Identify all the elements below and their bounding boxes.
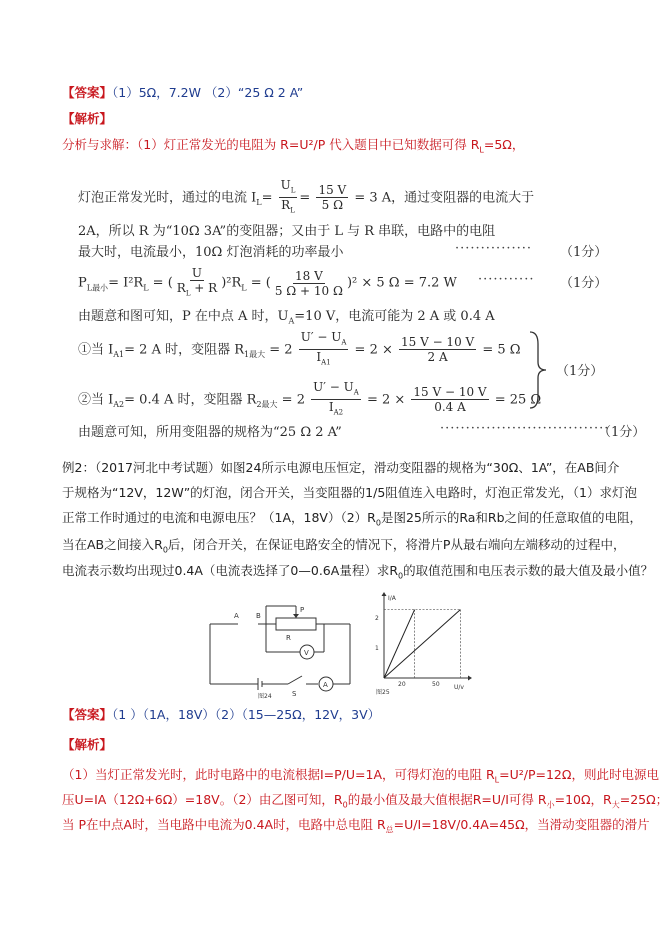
dots-2: ··········· (478, 272, 535, 287)
analysis-label-1: 【解析】 (62, 111, 113, 126)
c1-num-sub: A (341, 338, 347, 347)
ex5a: 电流表示数均出现过0.4A（电流表选择了0—0.6A量程）求R (62, 563, 398, 578)
fraction-case1b (399, 335, 476, 364)
voltmeter-icon: V (304, 649, 309, 657)
c2-num: U′ − U (313, 380, 354, 394)
p-sub: L最小 (86, 283, 109, 293)
analysis-sub: L (479, 145, 484, 155)
figure24-caption: 图24 (258, 693, 272, 700)
an2d: =25Ω； (619, 792, 668, 807)
c2-den-sub: A2 (333, 408, 344, 417)
answer-line-1 (62, 85, 303, 101)
an2b: 的最小值及最大值根据R=U/I可得 R (347, 792, 547, 807)
sol4-sub2: L (143, 283, 149, 293)
an3b: =U/I=18V/0.4A=45Ω，当滑动变阻器的滑片 (393, 817, 650, 832)
sol4c: = ( (148, 275, 173, 291)
sol4b: = I²R (108, 275, 144, 291)
solution-line-1: 灯泡正常发光时，通过的电流 $I_L=$ $\frac{U_L}{R_L}$ = $\frac{15 V}{5 \Omega}$ = 3 A，通过变阻器的电流大于 (78, 178, 534, 218)
analysis-text-1 (62, 137, 524, 159)
solution-line-2: 2A，所以 R 为“10Ω 3A”的变阻器；又由于 L 与 R 串联，电路中的电阻 (78, 224, 496, 239)
x-tick-50: 50 (432, 681, 440, 688)
label-b: B (256, 612, 261, 620)
ex5b: 的取值范围和电压表示数的最大值及最小值？ (403, 563, 654, 578)
ex3b: 是图25所示的Ra和Rb之间的任意取值的电阻， (380, 510, 643, 525)
frac-num: U (280, 178, 291, 192)
c2d: = 2 × (362, 392, 406, 408)
c1-num: U′ − U (300, 330, 342, 344)
c1-den2: 2 A (427, 350, 448, 365)
sol4-sub3: L (241, 283, 247, 293)
sol1-eq: = (261, 190, 273, 206)
an1a: （1）当灯正常发光时，此时电路中的电流根据I=P/U=1A，可得灯泡的电阻 R (62, 767, 495, 782)
frac-den: R (281, 198, 291, 213)
an2c: =10Ω，R (554, 792, 612, 807)
ex4b: 后，闭合开关，在保证电路安全的情况下，将滑片P从最右端向左端移动的过程中， (167, 537, 626, 552)
case-2 (78, 380, 541, 420)
frac3-num: U (191, 266, 203, 280)
example-line-3 (62, 510, 642, 532)
sol4d: )²R (221, 275, 242, 291)
solution-line-4 (78, 266, 457, 300)
c1-den-sub: A1 (321, 358, 331, 367)
frac4-num: 18 V (295, 268, 323, 283)
c2-den: I (328, 400, 334, 415)
frac3-den-sub: L (185, 289, 191, 298)
c2-den2: 0.4 A (434, 400, 466, 415)
c2c: = 2 (277, 392, 305, 408)
analysis2-line-2 (62, 792, 668, 814)
ammeter-icon: A (323, 681, 328, 689)
score-1: （1分） (560, 245, 608, 260)
graph-figure25 (372, 590, 472, 698)
ex3-sub: 0 (375, 518, 381, 528)
ex4a: 当在AB之间接入R (62, 537, 163, 552)
y-tick-2: 2 (375, 615, 379, 622)
score-2: （1分） (560, 276, 608, 291)
frac-den-sub: L (290, 206, 295, 215)
label-a: A (234, 612, 239, 620)
x-tick-20: 20 (398, 681, 406, 688)
c1c: = 2 (265, 342, 293, 358)
an3a: 当 P在中点A时，当电路中电流为0.4A时，电路中总电阻 R (62, 817, 386, 832)
y-tick-1: 1 (375, 645, 379, 652)
frac-num-sub: L (290, 186, 296, 195)
analysis-tail: =5Ω， (483, 137, 525, 152)
solution-line-8: 由题意可知，所用变阻器的规格为“25 Ω 2 A” (78, 425, 342, 440)
fraction-15v-over-5ohm (316, 183, 348, 212)
analysis2-line-1 (62, 767, 659, 789)
dots-1: ··············· (455, 241, 532, 256)
example-line-2: 于规格为“12V，12W”的灯泡，闭合开关，当变阻器的1/5阻值连入电路时，灯泡正常发光，（1）求灯泡 (62, 485, 637, 500)
fraction-u-over-rl-r (175, 266, 219, 300)
brace-icon (528, 330, 550, 410)
sol5b: =10 V，电流可能为 2 A 或 0.4 A (294, 309, 495, 324)
c2-num-sub: A (353, 388, 359, 397)
score-4: （1分） (598, 425, 646, 440)
c1-num2: 15 V − 10 V (401, 335, 475, 350)
x-axis-label: U/v (454, 684, 464, 691)
c1e: = 5 Ω (482, 342, 521, 358)
case-1 (78, 330, 521, 370)
fraction-case2b (411, 385, 488, 414)
sol1-sub: L (256, 197, 262, 207)
frac3-den-tail: + R (190, 281, 218, 295)
dots-3: ································· (440, 421, 610, 436)
answer-text: （1）5Ω，7.2W （2）“25 Ω 2 A” (112, 85, 304, 100)
c2-num2: 15 V − 10 V (413, 385, 487, 400)
sol1a: 灯泡正常发光时，通过的电流 I (78, 190, 257, 206)
analysis-text-main: 分析与求解：（1）灯正常发光的电阻为 R=U²/P 代入题目中已知数据可得 R (62, 137, 480, 152)
answer2-text: （1 ）（1A，18V）（2）（15—25Ω，12V，3V） (112, 707, 381, 722)
sol1b: = 3 A，通过变阻器的电流大于 (354, 190, 535, 206)
example-line-5 (62, 563, 653, 585)
example-line-1: 例2：（2017河北中考试题）如图24所示电源电压恒定，滑动变阻器的规格为“30Ω、1A”，在AB间介 (62, 460, 620, 475)
label-r: R (286, 634, 291, 642)
fraction-case2 (311, 380, 361, 420)
sol5-sub: A (288, 316, 295, 326)
figure25-caption: 图25 (376, 689, 390, 696)
an2a: 压U=IA（12Ω+6Ω）=18V。（2）由乙图可知，R (62, 792, 343, 807)
an2-sub2: 小 (546, 800, 555, 810)
c1-sub: A1 (113, 349, 125, 359)
ex3a: 正常工作时通过的电流和电源电压？（1A，18V）（2）R (62, 510, 376, 525)
an1-sub: L (494, 775, 500, 785)
fraction-18v (273, 269, 345, 298)
c2b: = 0.4 A 时，变阻器 R (124, 392, 257, 408)
frac2-num: 15 V (318, 183, 347, 198)
an2-sub3: 大 (611, 800, 620, 810)
an2-sub: 0 (342, 800, 348, 810)
c1b: = 2 A 时，变阻器 R (124, 342, 245, 358)
answer-label: 【答案】 (62, 85, 113, 100)
c1a: ①当 I (78, 342, 114, 358)
label-s: S (292, 690, 297, 698)
fraction-u-over-r (279, 178, 298, 218)
analysis-label-2: 【解析】 (62, 737, 113, 752)
p-symbol: P (78, 275, 87, 291)
frac4-den: 5 Ω + 10 Ω (274, 283, 343, 298)
an3-sub: 总 (385, 825, 394, 835)
c1-sub2: 1最大 (244, 349, 266, 359)
c2a: ②当 I (78, 392, 114, 408)
c2-sub2: 2最大 (256, 399, 278, 409)
sol5a: 由题意和图可知，P 在中点 A 时，U (78, 309, 289, 324)
sol4e: = ( (246, 275, 271, 291)
c2-sub: A2 (113, 399, 125, 409)
ex4-sub: 0 (162, 545, 168, 555)
fraction-case1 (299, 330, 349, 370)
ex5-sub: 0 (398, 571, 404, 581)
circuit-diagram-figure24 (200, 592, 362, 700)
solution-line-3: 最大时，电流最小，10Ω 灯泡消耗的功率最小 (78, 245, 344, 260)
label-p: P (300, 606, 305, 614)
answer-line-2 (62, 707, 380, 723)
solution-line-5 (78, 305, 495, 326)
score-3: （1分） (556, 364, 604, 379)
example-line-4 (62, 537, 625, 559)
analysis2-line-3 (62, 817, 650, 839)
answer2-label: 【答案】 (62, 707, 113, 722)
c2e: = 25 Ω (494, 392, 542, 408)
sol4f: )² × 5 Ω = 7.2 W (346, 275, 457, 291)
c1-den: I (316, 350, 322, 365)
an1b: =U²/P=12Ω，则此时电源电 (499, 767, 659, 782)
y-axis-label: I/A (388, 595, 396, 602)
frac3-den: R (176, 281, 186, 295)
frac2-den: 5 Ω (321, 198, 344, 213)
c1d: = 2 × (350, 342, 393, 358)
